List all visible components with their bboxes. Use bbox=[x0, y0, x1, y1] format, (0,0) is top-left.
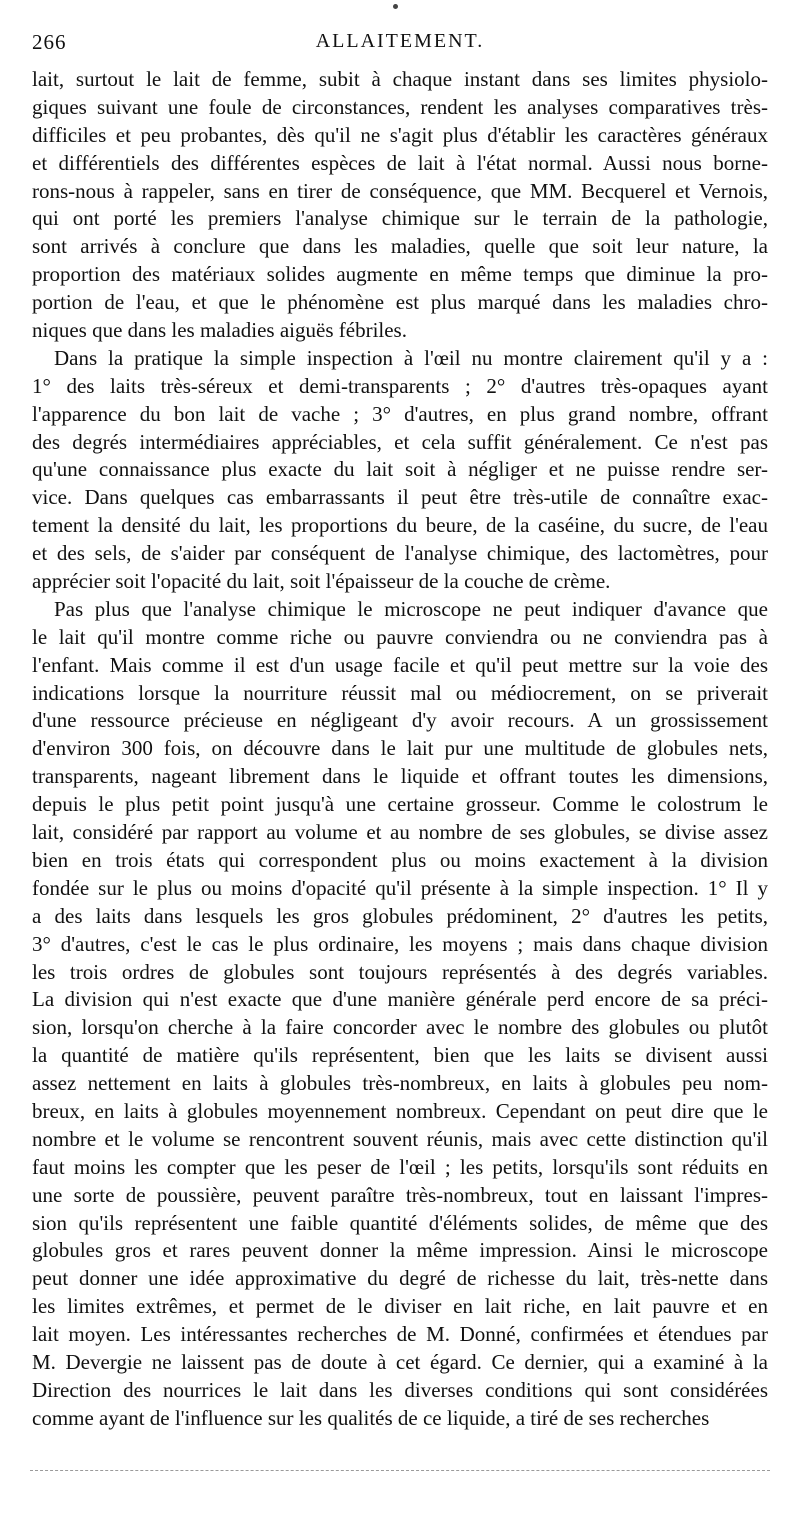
text-line: a des laits dans lesquels les gros globules prédominent, 2° d'autres les petits, bbox=[32, 903, 768, 928]
bottom-rule bbox=[30, 1470, 770, 1471]
paragraph bbox=[32, 596, 768, 1433]
text-line: une sorte de poussière, peuvent paraître très-nombreux, tout en laissant l'impres- bbox=[32, 1182, 768, 1207]
text-line: les limites extrêmes, et permet de le diviser en lait riche, en lait pauvre et en bbox=[32, 1294, 768, 1319]
page-header bbox=[32, 30, 768, 60]
text-line: lait moyen. Les intéressantes recherches de M. Donné, confirmées et étendues par bbox=[32, 1322, 768, 1347]
text-line: globules gros et rares peuvent donner la même impression. Ainsi le microscope bbox=[32, 1238, 768, 1263]
text-line: peut donner une idée approximative du degré de richesse du lait, très-nette dans bbox=[32, 1266, 768, 1291]
text-line: sion qu'ils représentent une faible quantité d'éléments solides, de même que des bbox=[32, 1210, 768, 1235]
text-line: l'apparence du bon lait de vache ; 3° d'autres, en plus grand nombre, offrant bbox=[32, 401, 768, 426]
text-line: les trois ordres de globules sont toujours représentés à des degrés variables. bbox=[32, 959, 768, 984]
text-line: 1° des laits très-séreux et demi-transparents ; 2° d'autres très-opaques ayant bbox=[32, 373, 768, 398]
text-line: sion, lorsqu'on cherche à la faire concorder avec le nombre des globules ou plutôt bbox=[32, 1015, 768, 1040]
text-line: proportion des matériaux solides augmente en même temps que diminue la pro- bbox=[32, 262, 768, 287]
text-line: tement la densité du lait, les proportions du beure, de la caséine, du sucre, de l'eau bbox=[32, 513, 768, 538]
text-line: d'une ressource précieuse en négligeant d'y avoir recours. A un grossissement bbox=[32, 708, 768, 733]
text-line: lait, considéré par rapport au volume et au nombre de ses globules, se divise assez bbox=[32, 820, 768, 845]
text-line: la quantité de matière qu'ils représentent, bien que les laits se divisent aussi bbox=[32, 1043, 768, 1068]
text-line: rons-nous à rappeler, sans en tirer de conséquence, que MM. Becquerel et Vernois, bbox=[32, 178, 768, 203]
text-line: giques suivant une foule de circonstances, rendent les analyses comparatives très- bbox=[32, 94, 768, 119]
text-line: apprécier soit l'opacité du lait, soit l'épaisseur de la couche de crème. bbox=[32, 569, 611, 594]
body-text bbox=[32, 66, 768, 1433]
text-line: lait, surtout le lait de femme, subit à chaque instant dans ses limites physiolo- bbox=[32, 67, 768, 91]
text-line: difficiles et peu probantes, dès qu'il ne s'agit plus d'établir les caractères généraux bbox=[32, 122, 768, 147]
text-line: vice. Dans quelques cas embarrassants il peut être très-utile de connaître exac- bbox=[32, 485, 768, 510]
text-line: breux, en laits à globules moyennement nombreux. Cependant on peut dire que le bbox=[32, 1098, 768, 1123]
text-line: sont arrivés à conclure que dans les maladies, quelle que soit leur nature, la bbox=[32, 234, 768, 259]
running-head: ALLAITEMENT. bbox=[315, 30, 485, 52]
text-line: depuis le plus petit point jusqu'à une certaine grosseur. Comme le colostrum le bbox=[32, 792, 768, 817]
text-line: l'enfant. Mais comme il est d'un usage facile et qu'il peut mettre sur la voie des bbox=[32, 652, 768, 677]
text-line: comme ayant de l'influence sur les qualités de ce liquide, a tiré de ses recherches bbox=[32, 1405, 710, 1430]
text-line: le lait qu'il montre comme riche ou pauvre conviendra ou ne conviendra pas à bbox=[32, 624, 768, 649]
text-line: qu'une connaissance plus exacte du lait soit à négliger et ne puisse rendre ser- bbox=[32, 457, 768, 482]
text-line: des degrés intermédiaires appréciables, et cela suffit généralement. Ce n'est pas bbox=[32, 429, 768, 454]
text-line: Direction des nourrices le lait dans les diverses conditions qui sont considérées bbox=[32, 1377, 768, 1402]
paragraph bbox=[32, 66, 768, 345]
text-line: La division qui n'est exacte que d'une manière générale perd encore de sa préci- bbox=[32, 987, 768, 1012]
text-line: Dans la pratique la simple inspection à l'œil nu montre clairement qu'il y a : bbox=[54, 345, 768, 370]
text-line: et différentiels des différentes espèces de lait à l'état normal. Aussi nous borne- bbox=[32, 150, 768, 175]
text-line: d'environ 300 fois, on découvre dans le lait pur une multitude de globules nets, bbox=[32, 736, 768, 761]
text-line: assez nettement en laits à globules très-nombreux, en laits à globules peu nom- bbox=[32, 1071, 768, 1096]
text-line: Pas plus que l'analyse chimique le microscope ne peut indiquer d'avance que bbox=[54, 596, 768, 621]
text-line: qui ont porté les premiers l'analyse chimique sur le terrain de la pathologie, bbox=[32, 206, 768, 231]
text-line: M. Devergie ne laissent pas de doute à cet égard. Ce dernier, qui a examiné à la bbox=[32, 1349, 768, 1374]
text-line: 3° d'autres, c'est le cas le plus ordinaire, les moyens ; mais dans chaque division bbox=[32, 931, 768, 956]
text-line: et des sels, de s'aider par conséquent de l'analyse chimique, des lactomètres, pour bbox=[32, 541, 768, 566]
page-number: 266 bbox=[32, 30, 67, 54]
text-line: portion de l'eau, et que le phénomène est plus marqué dans les maladies chro- bbox=[32, 290, 768, 315]
ink-dot bbox=[393, 4, 398, 9]
text-line: niques que dans les maladies aiguës fébriles. bbox=[32, 318, 407, 343]
text-line: nombre et le volume se rencontrent souvent réunis, mais avec cette distinction qu'il bbox=[32, 1126, 768, 1151]
paragraph bbox=[32, 345, 768, 596]
text-line: fondée sur le plus ou moins d'opacité qu'il présente à la simple inspection. 1° Il y bbox=[32, 875, 768, 900]
text-line: faut moins les compter que les peser de l'œil ; les petits, lorsqu'ils sont réduits en bbox=[32, 1154, 768, 1179]
text-line: bien en trois états qui correspondent plus ou moins exactement à la division bbox=[32, 847, 768, 872]
text-line: indications lorsque la nourriture réussit mal ou médiocrement, on se priverait bbox=[32, 680, 768, 705]
text-line: transparents, nageant librement dans le liquide et offrant toutes les dimensions, bbox=[32, 764, 768, 789]
